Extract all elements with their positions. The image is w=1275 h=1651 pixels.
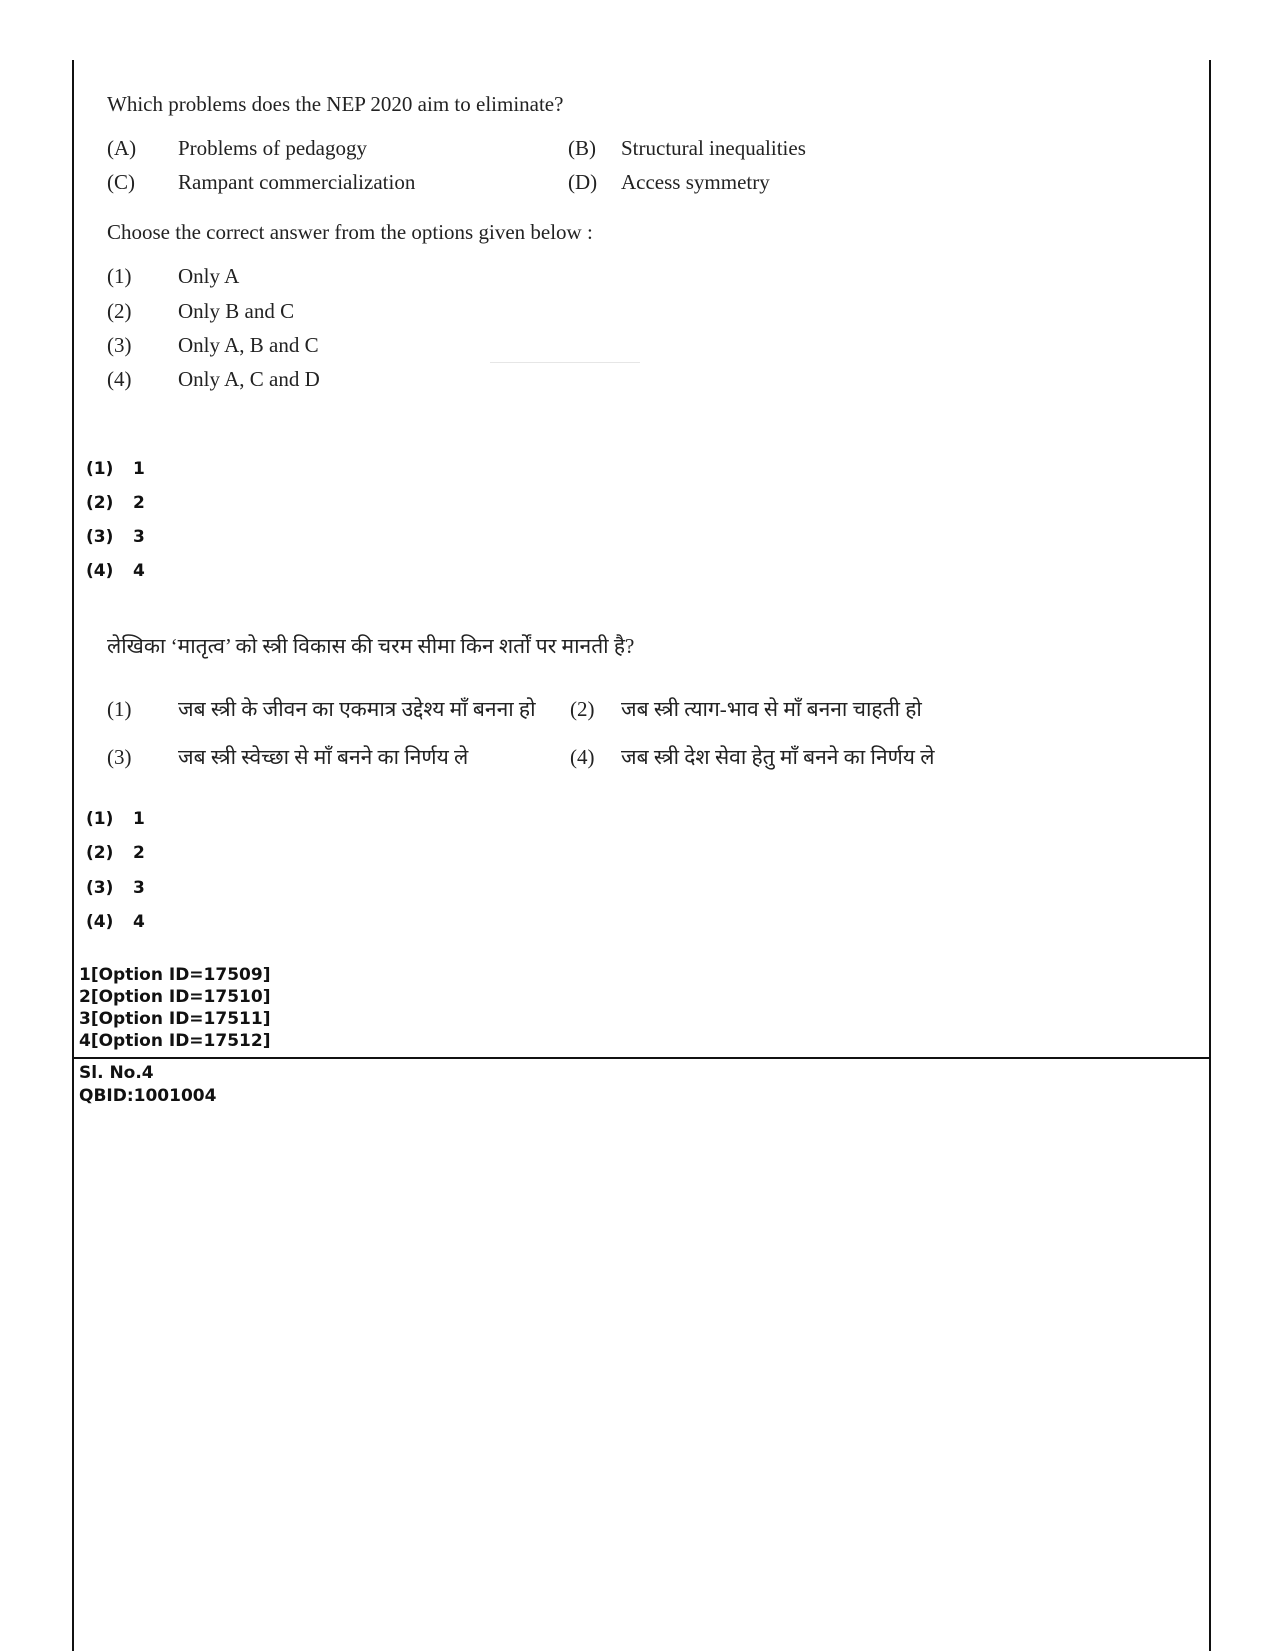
right-border-line (1209, 60, 1211, 1651)
statement-label-b: (B) (568, 136, 596, 160)
instruction-text: Choose the correct answer from the options given below : (107, 220, 593, 244)
choice-text-1: Only A (178, 264, 240, 288)
hindi-choice-label-2: (2) (570, 697, 595, 721)
choice-label-4: (4) (107, 367, 132, 391)
scan-artifact-line (490, 362, 640, 363)
answer-option-label: (3) (86, 878, 114, 898)
section-divider (72, 1057, 1211, 1059)
hindi-choice-label-4: (4) (570, 745, 595, 769)
choice-label-3: (3) (107, 333, 132, 357)
choice-text-2: Only B and C (178, 299, 295, 323)
answer-option-label: (4) (86, 561, 114, 581)
answer-option-value: 4 (133, 561, 145, 581)
statement-label-d: (D) (568, 170, 598, 194)
left-border-line (72, 60, 74, 1651)
answer-option-value: 1 (133, 459, 145, 479)
option-id-line: 2[Option ID=17510] (79, 987, 271, 1007)
statement-text-a: Problems of pedagogy (178, 136, 367, 160)
hindi-choice-text-4: जब स्त्री देश सेवा हेतु माँ बनने का निर्णय ले (621, 745, 935, 769)
statement-text-c: Rampant commercialization (178, 170, 416, 194)
hindi-choice-text-2: जब स्त्री त्याग-भाव से माँ बनना चाहती हो (621, 697, 922, 721)
serial-number: Sl. No.4 (79, 1063, 154, 1083)
statement-label-a: (A) (107, 136, 137, 160)
hindi-choice-label-3: (3) (107, 745, 132, 769)
choice-text-4: Only A, C and D (178, 367, 320, 391)
answer-option-label: (2) (86, 493, 114, 513)
answer-option-value: 3 (133, 527, 145, 547)
qbid: QBID:1001004 (79, 1086, 217, 1106)
answer-option-value: 4 (133, 912, 145, 932)
answer-option-value: 2 (133, 493, 145, 513)
answer-option-value: 1 (133, 809, 145, 829)
choice-text-3: Only A, B and C (178, 333, 319, 357)
answer-option-label: (2) (86, 843, 114, 863)
choice-label-1: (1) (107, 264, 132, 288)
answer-option-value: 2 (133, 843, 145, 863)
answer-option-value: 3 (133, 878, 145, 898)
statement-text-b: Structural inequalities (621, 136, 806, 160)
answer-option-label: (4) (86, 912, 114, 932)
answer-option-label: (1) (86, 809, 114, 829)
answer-option-label: (3) (86, 527, 114, 547)
answer-option-label: (1) (86, 459, 114, 479)
statement-text-d: Access symmetry (621, 170, 770, 194)
option-id-line: 3[Option ID=17511] (79, 1009, 271, 1029)
question-stem: Which problems does the NEP 2020 aim to eliminate? (107, 92, 564, 116)
hindi-choice-label-1: (1) (107, 697, 132, 721)
statement-label-c: (C) (107, 170, 135, 194)
choice-label-2: (2) (107, 299, 132, 323)
question-stem-hindi: लेखिका ‘मातृत्व’ को स्त्री विकास की चरम सीमा किन शर्तों पर मानती है? (107, 634, 635, 658)
hindi-choice-text-1: जब स्त्री के जीवन का एकमात्र उद्देश्य माँ बनना हो (178, 697, 536, 721)
option-id-line: 1[Option ID=17509] (79, 965, 271, 985)
option-id-line: 4[Option ID=17512] (79, 1031, 271, 1051)
hindi-choice-text-3: जब स्त्री स्वेच्छा से माँ बनने का निर्णय ले (178, 745, 469, 769)
